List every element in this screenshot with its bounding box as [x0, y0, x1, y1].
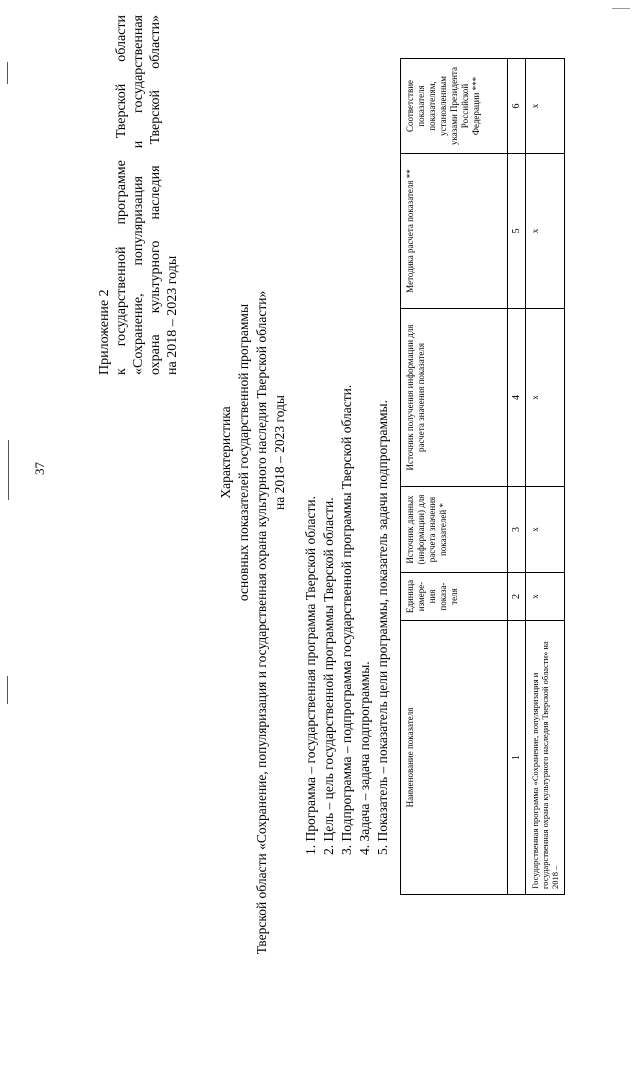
column-number: 2 [508, 573, 526, 621]
appendix-line: «Сохранение, популяризация и государственная [131, 15, 146, 375]
header-cell: Наименование показателя [401, 621, 508, 895]
indicators-table [400, 58, 565, 895]
heading-title: Характеристика [218, 406, 233, 499]
header-cell: Источник получения информации для расчета значения показателя [401, 309, 508, 487]
data-source-cell: х [526, 487, 565, 573]
document-heading [217, 0, 289, 955]
page-number: 37 [32, 462, 47, 475]
header-cell: Соответствие показателя показателям, установленным указами Президента Российской Федерации *** [401, 59, 508, 154]
definition-item: 1. Программа – государственная программа Тверской области. [303, 495, 318, 855]
column-numbers-row [508, 59, 526, 895]
appendix-title: Приложение 2 [97, 289, 112, 375]
header-cell: Методика расчета показателя ** [401, 154, 508, 309]
method-cell: х [526, 154, 565, 309]
table-header-row [401, 59, 508, 895]
column-number: 4 [508, 309, 526, 487]
definition-item: 5. Показатель – показатель цели программы, показатель задачи подпрограммы. [375, 399, 390, 855]
table-row [526, 59, 565, 895]
appendix-line: охрана культурного наследия Тверской области» [148, 15, 163, 375]
definitions-list [302, 385, 392, 855]
heading-line: основных показателей государственной программы [236, 303, 251, 602]
header-cell: Единица измере-ния показа-теля [401, 573, 508, 621]
column-number: 1 [508, 621, 526, 895]
indicator-name-cell: Государственная программа «Сохранение, популяризация и государственная охрана культурного наследия Тверской области» на 2018 – [526, 621, 565, 895]
column-number: 5 [508, 154, 526, 309]
heading-line: на 2018 – 2023 годы [272, 395, 287, 510]
appendix-line: к государственной программе Тверской области [114, 15, 129, 375]
column-number: 3 [508, 487, 526, 573]
appendix-block [96, 15, 181, 375]
compliance-cell: х [526, 59, 565, 154]
heading-line: Тверской области «Сохранение, популяризация и государственная охрана культурного наследия Тверской области» [254, 290, 269, 955]
unit-cell: х [526, 573, 565, 621]
appendix-line: на 2018 – 2023 годы [165, 255, 180, 375]
info-source-cell: х [526, 309, 565, 487]
definition-item: 4. Задача – задача подпрограммы. [357, 661, 372, 855]
header-cell: Источник данных (информации) для расчета значения показателей * [401, 487, 508, 573]
column-number: 6 [508, 59, 526, 154]
definition-item: 2. Цель – цель государственной программы Тверской области. [321, 497, 336, 855]
definition-item: 3. Подпрограмма – подпрограмма государственной программы Тверской области. [339, 384, 354, 855]
